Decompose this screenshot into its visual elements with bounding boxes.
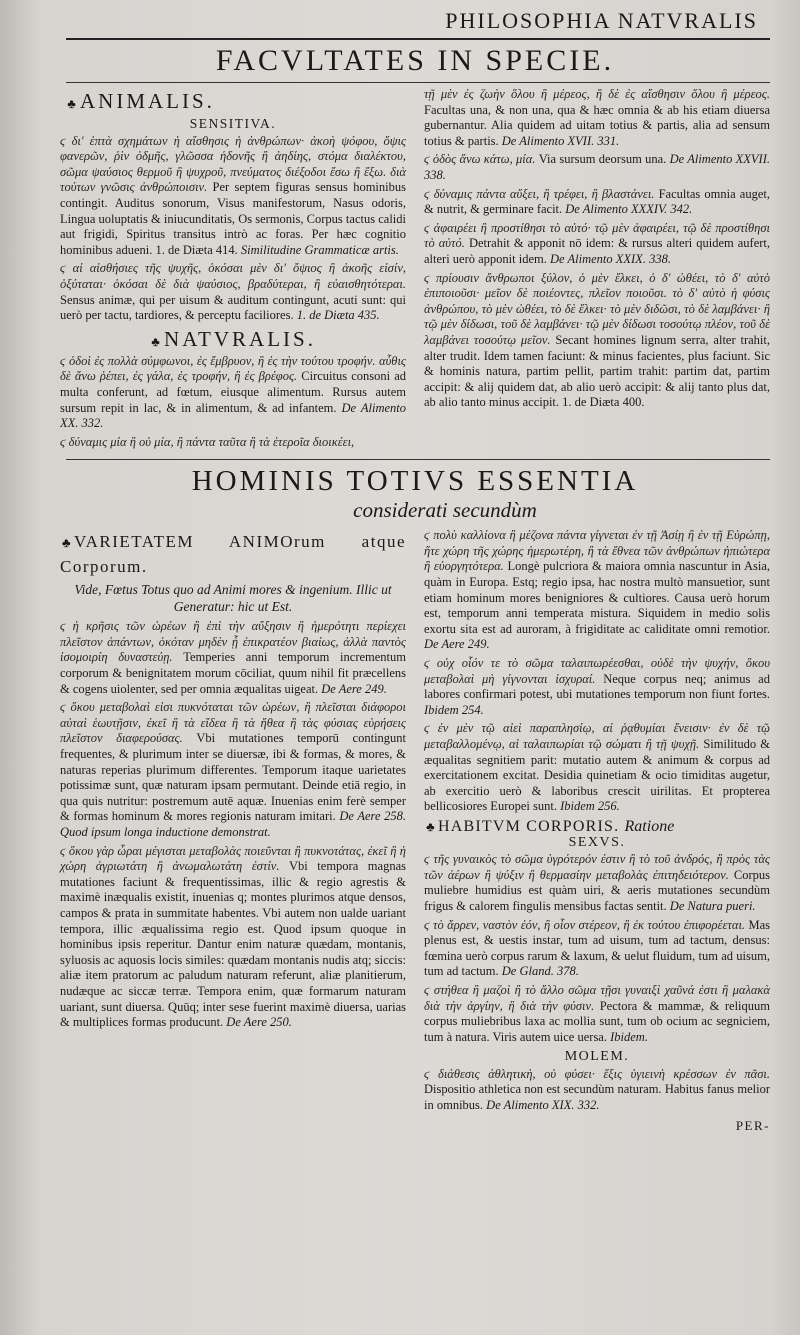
fleuron-icon: ♣ (67, 96, 79, 111)
paragraph: ϛ ἐν μὲν τῷ αἰεὶ παραπλησίῳ, αἱ ῥᾳθυμίαι ἔνεισιν· ἐν δὲ τῷ μεταβαλλομένῳ, αἱ ταλαιπωρίαι τῷ σώματι ἢ τῇ ψυχῇ. Similitudo & æqualitas segnitiem parit: mutatio autem & animum & corpus ad exercitationem excitat. Desidia quinetiam & ocio timiditas augetur, ab exercitio uerò & laboribus crescit uirilitas. Et propterea bellicosiores Europei sunt. Ibidem 256. (424, 721, 770, 814)
top-columns (60, 87, 770, 453)
paragraph: ϛ δι' ἑπτὰ σχημάτων ἡ αἴσθησις ἡ ἀνθρώπων· ἀκοὴ ψόφου, ὄψις φανερῶν, ῥὶν ὀδμῆς, γλῶσσα ἡδονῆς ἢ ἀηδίης, στόμα διαλέκτου, σῶμα ψαύσιος θερμοῦ ἢ ψυχροῦ, πνεύματος διέξοδοι ἔσω ἢ ἔξω. διὰ τούτων γνῶσις ἀνθρώποισιν. Per septem figuras sensus hominibus contingit. Auditus sonorum, Visus manifestorum, Nasus odoris, Lingua uoluptatis & iniucunditatis, Os sermonis, Corpus tactus calidi aut frigidi, Spiritus transitus intrò ac foras. Per hæc cognitio hominibus adueni. 1. de Diæta 414. Similitudine Grammaticæ artis. (60, 133, 406, 257)
running-head: PHILOSOPHIA NATVRALIS (445, 8, 758, 33)
fleuron-icon: ♣ (426, 818, 436, 834)
catchword: PER- (735, 1117, 770, 1133)
varietatem-heading: ♣ VARIETATEM ANIMOrum atque Corporum. (60, 532, 406, 577)
paragraph: ϛ δύναμις μία ἢ οὐ μία, ἢ πάντα ταῦτα ἢ τὰ ἑτεροῖα διοικέει, (60, 434, 355, 449)
main-subtitle: considerati secundùm (353, 498, 537, 523)
paragraph: ϛ ὁδοὶ ἐς πολλὰ σύμφωνοι, ἐς ἔμβρυον, ἢ ἐς τὴν τούτου τροφήν. αὗθις δὲ ἄνω ῥέπει, ἐς γάλα, ἐς τροφήν, ἢ ἐς βρέφος. Circuitus consoni ad multa conferunt, ad fœtum, eiusque alimentum. Rursus autem sursum repit in lac, & in alimentum, & ad infantem. De Alimento XX. 332. (60, 353, 407, 431)
fleuron-icon: ♣ (151, 333, 163, 349)
paragraph: ϛ στήθεα ἢ μαζοὶ ἢ τὸ ἄλλο σῶμα τῇσι γυναιξὶ χαῦνά ἐστι ἢ μαλακὰ διὰ τὴν ἀργίην, ἢ διὰ τὴν φύσιν. Pectora & mammæ, & reliquum corpus muliebribus laxa ac mollia sunt, tum ob ocium ac segniciem, tum à natura. Viris autem uice uersa. Ibidem. (424, 982, 770, 1044)
section-rule (66, 82, 770, 83)
molem-heading: MOLEM. (564, 1049, 630, 1065)
paragraph: ϛ πολὺ καλλίονα ἢ μέζονα πάντα γίγνεται ἐν τῇ Ἀσίῃ ἢ ἐν τῇ Εὐρώπῃ, ἥτε χώρη τῆς χώρης ἡμερωτέρη, ἢ τὰ ἔθνεα τῶν ἀνθρώπων ἠπιώτερα ἢ εὐοργητότερα. Longè pulcriora & maiora omnia nascuntur in Asia, quàm in Europa. Estq; regio ipsa, hac nostra multò mansuetior, sunt etiam hominum mores benigniores & cultiores. Causa uerò horum est, temporum anni temperata mistura. Siquidem in medio solis exortu sita est ad auroram, à frigiditate ac caliditate omni remotior. De Aere 249. (424, 528, 770, 652)
middle-rule (66, 459, 770, 460)
paragraph: ϛ διάθεσις ἀθλητικὴ, οὐ φύσει· ἕξις ὑγιεινὴ κρέσσων ἐν πᾶσι. Dispositio athletica non est secundùm naturam. Habitus fanus melior in omnibus. De Alimento XIX. 332. (424, 1066, 770, 1113)
main-title: HOMINIS TOTIVS ESSENTIA (191, 465, 639, 498)
sensitiva-heading: SENSITIVA. (189, 116, 277, 131)
animalis-heading: ♣ANIMALIS. (66, 89, 406, 116)
paragraph: ϛ δύναμις πάντα αὔξει, ἢ τρέφει, ἢ βλαστάνει. Facultas omnia auget, & nutrit, & germinare facit. De Alimento XXXIV. 342. (424, 186, 770, 217)
paragraph: ϛ ὁδὸς ἄνω κάτω, μία. Via sursum deorsum una. De Alimento XXVII. 338. (424, 152, 770, 182)
left-column-bottom (60, 528, 406, 1133)
left-column-top (60, 87, 406, 453)
paragraph: τῇ μὲν ἐς ζωὴν ὅλου ἢ μέρεος, ἢ δὲ ἐς αἴσθησιν ὅλου ἢ μέρεος. Facultas una, & non una, qua & hæc omnia & ab his etiam diuersa gubernantur. Alia quidem ad uitam totius & partis, alia ad sensum totius & partis. De Alimento XVII. 331. (424, 87, 770, 148)
paragraph: ϛ ἀφαιρέει ἢ προστίθησι τὸ αὐτό· τῷ μὲν ἀφαιρέει, τῷ δὲ προστίθησι τὸ αὐτό. Detrahit & apponit nō idem: & rursus alteri quidem aufert, alteri uerò apponit idem. De Alimento XXIX. 338. (424, 220, 771, 266)
section-title: FACVLTATES IN SPECIE. (215, 44, 615, 77)
sexus-heading: SEXVS. (568, 834, 626, 850)
paragraph: ϛ τῆς γυναικὸς τὸ σῶμα ὑγρότερόν ἐστιν ἢ τὸ τοῦ ἀνδρός, ἢ πρὸς τὰς τῶν ἀέρων ἢ ψύξιν ἢ θερμασίην μεταβολὰς ἐπιτηδειότερον. Corpus muliebre humidius est quàm uiri, & aeris mutationes secundùm frigus & calorem fingulis mensibus factas sentit. De Natura pueri. (424, 852, 770, 913)
paragraph: ϛ οὐχ οἷόν τε τὸ σῶμα ταλαιπωρέεσθαι, οὐδὲ τὴν ψυχήν, ὅκου μεταβολαὶ μὴ γίγνονται ἰσχυραί. Neque corpus neq; animus ad labores confirmari potest, ubi mutationes temporum non fiunt fortes. Ibidem 254. (424, 656, 770, 717)
naturalis-heading: ♣NATVRALIS. (60, 327, 406, 354)
paragraph: ϛ αἱ αἰσθήσιες τῆς ψυχῆς, ὁκόσαι μὲν δι' ὄψιος ἢ ἀκοῆς εἰσίν, ὀξύταται· ὁκόσαι δὲ διὰ ψαύσιος, βραδύτεραι, ἢ εὐαισθητότεραι. Sensus animæ, qui per uisum & auditum contingunt, acuti sunt: qui uerò per tactu, tardiores, & perceptu faciliores. 1. de Diæta 435. (60, 261, 406, 323)
right-column-bottom (424, 528, 770, 1133)
bottom-columns (60, 528, 770, 1133)
paragraph: ϛ τὸ ἄρρεν, ναστὸν ἐόν, ἢ οἷον στέρεον, ἢ ἐκ τούτου ἐπιφορέεται. Mas plenus est, & uestis instar, tum ad uisum, tum ad tactum, densus: fœmina uerò corpus rarum & laxum, & uelut fluidum, tum ad uisum, tum ad tactum. De Gland. 378. (424, 917, 771, 979)
head-rule (66, 38, 770, 40)
paragraph: ϛ ὅκου γὰρ ὧραι μέγισται μεταβολὰς ποιεῦνται ἢ πυκνοτάτας, ἐκεῖ ἢ ἡ χώρη ἀγριωτάτη ἢ ἀνωμαλωτάτη ἐστίν. Vbi tempora magnas mutationes faciunt & frequentissimas, illic & regio agrestis & maximè inæqualis existit, inuenias q; montes plurimos atque densos, campos & prata in summitate habentes. Vbi autem non ualde uariant tempora, illic æqualissima regio est. Quod ipsum quoque in hominibus ipsis reperitur. Dantur enim naturæ quædam, montanis, syluosis ac aquosis locis similes: quædam montanis nudis atq; siccis: aliæ item pratorum ac paludum naturam referunt, aliæ planitierum, nudæque ac siccæ terræ. Tempora enim, quæ formarum naturam uariant, sunt diuersa. Quūq; inter sese fuerint maximè diuersa, uarias & multiplices formas producunt. De Aere 250. (60, 843, 406, 1030)
habitum-heading: ♣ HABITVM CORPORIS. Ratione (424, 819, 770, 835)
cross-reference: Vide, Fœtus Totus quo ad Animi mores & ingenium. Illic ut Generatur: hic ut Est. (74, 582, 392, 615)
fleuron-icon: ♣ (61, 535, 73, 551)
paragraph: ϛ ὅκου μεταβολαὶ εἰσι πυκνόταται τῶν ὡρέων, ἢ πλεῖσται διάφοροι αὐταὶ ἑωυτῇσιν, ἐκεῖ ἢ τὰ εἴδεα ἢ τὰ ἤθεα ἢ τὰς φύσιας εὑρήσεις πλεῖστον διαφερούσας. Vbi mutationes temporū contingunt frequentes, & plurimum inter se diuersæ, ibi & formas, & mores, & naturas reperias plurimum differentes. Temporum itaque uarietates potissimæ sunt, quæ naturam ipsam permutant. Deinde etiā regio, in qua quis nutritur: postremum autē aquæ. Inuenias enim ferè semper & formas hominum & mores regionis naturam imitari. De Aere 258. Quod ipsum longa inductione demonstrat. (60, 700, 407, 839)
paragraph: ϛ ἡ κρῆσις τῶν ὡρέων ἢ ἐπὶ τὴν αὔξησιν ἢ ἡμερότητι περίεχει πλεῖστον ἁπάντων, ὁκόταν μηδὲν ᾖ ἐπικρατέον βιαίως, ἀλλὰ παντὸς ἰσομοιρίη δυναστεύῃ. Temperies anni temporum incrementum corporum & benignitatem morum cōciliat, quum nihil fit præcellens & cogens uiolenter, sed per omnia æqualitas uigeat. De Aere 249. (60, 619, 407, 696)
right-column-top (424, 87, 770, 453)
paragraph: ϛ πρίουσιν ἄνθρωποι ξύλον, ὁ μὲν ἕλκει, ὁ δ' ὠθέει, τὸ δ' αὐτὸ ἐπιποιοῦσι· μεῖον δὲ ποιέοντες, πλεῖον ποιοῦσι. τὸ δ' αὐτὸ ἡ φύσις ἀνθρώπου, τὸ μὲν ὠθέει, τὸ δὲ ἕλκει· τὸ μὲν διδῶσι, τὸ δὲ λαμβάνει· ἢ τῷ μὲν δίδωσι, τοῦ δὲ λαμβάνει· τῷ μὲν δίδωσι τοσούτῳ πλέον, τοῦ δὲ λαμβάνει τοσούτῳ μεῖον. Secant homines lignum serra, alter trahit, alter trudit. Idem tamen faciunt: & minus facientes, plus faciunt. Sic & hominis natura, partim pellit, partim trahit: partim dat, partim accipit: & alij quidem dat, ab alio uerò accipit: & alij tanto plus dat, ab alio tanto minus accipit. 1. de Diæta 400. (424, 270, 771, 410)
